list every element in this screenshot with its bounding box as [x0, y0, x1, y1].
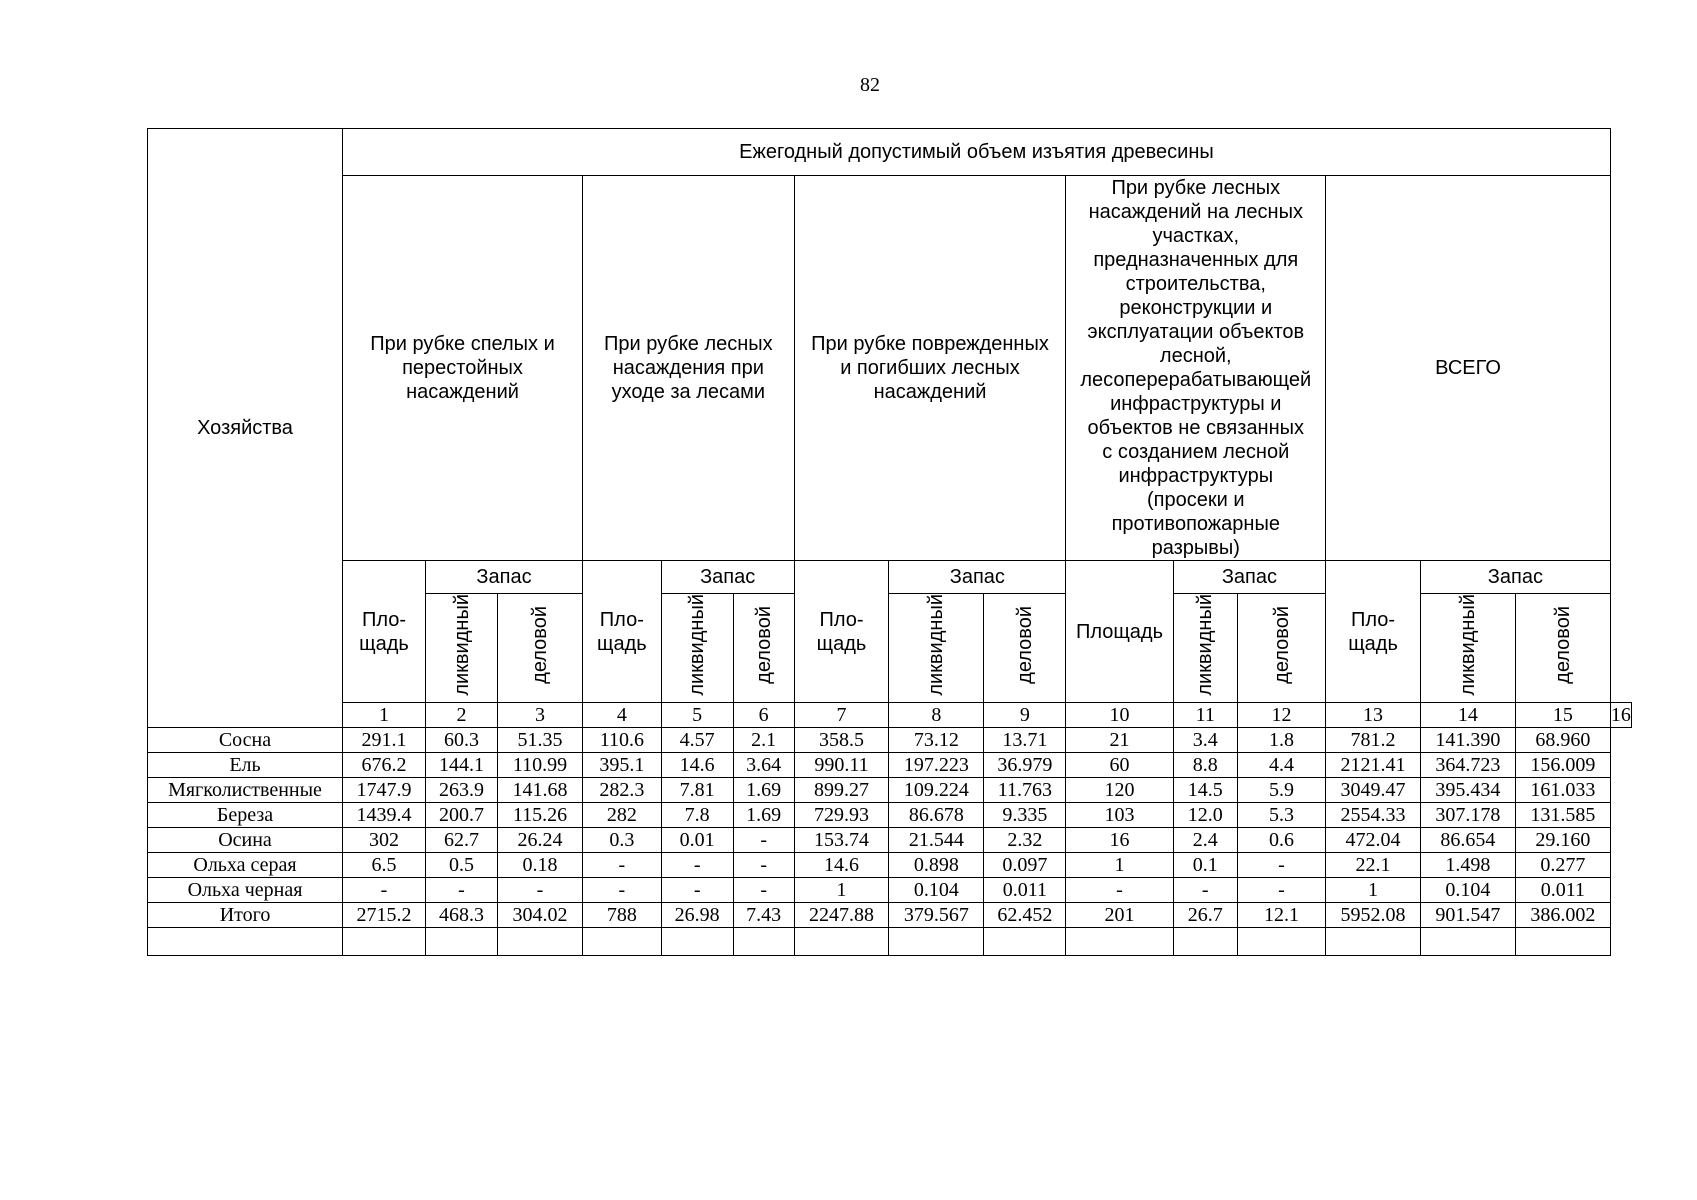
data-cell: 3 — [498, 703, 583, 728]
data-cell — [343, 928, 426, 956]
data-cell: 26.98 — [661, 903, 733, 928]
data-cell — [426, 928, 498, 956]
data-cell: 386.002 — [1515, 903, 1610, 928]
data-cell: 103 — [1066, 803, 1173, 828]
header-zapas-5: Запас — [1420, 561, 1610, 594]
data-cell: - — [661, 878, 733, 903]
data-cell: 395.434 — [1420, 778, 1515, 803]
data-cell: 676.2 — [343, 753, 426, 778]
data-cell: 0.6 — [1237, 828, 1325, 853]
data-cell: 1.498 — [1420, 853, 1515, 878]
data-cell: 0.5 — [426, 853, 498, 878]
data-cell: 9 — [984, 703, 1066, 728]
header-group-construction: При рубке лесных насаждений на лесных участках, предназначенных для строительства, реконструкции и эксплуатации объектов лесной, лесоперерабатывающей инфраструктуры и объектов не связанных с созданием лесной инфраструктуры (просеки и противопожарные разрывы) — [1066, 176, 1326, 561]
data-cell: 2.1 — [733, 728, 794, 753]
data-cell — [1515, 928, 1610, 956]
data-cell: 2 — [426, 703, 498, 728]
data-cell: 26.7 — [1173, 903, 1237, 928]
data-cell: 2.4 — [1173, 828, 1237, 853]
data-cell: 62.452 — [984, 903, 1066, 928]
data-cell: 291.1 — [343, 728, 426, 753]
data-cell: 0.104 — [889, 878, 984, 903]
data-cell: 26.24 — [498, 828, 583, 853]
data-cell: 1.69 — [733, 803, 794, 828]
data-cell: 15 — [1515, 703, 1610, 728]
header-liquid-2: ликвидный — [661, 594, 733, 703]
total-row — [148, 903, 1632, 928]
header-liquid-4: ликвидный — [1173, 594, 1237, 703]
data-cell: 7.43 — [733, 903, 794, 928]
data-cell: 379.567 — [889, 903, 984, 928]
header-area-4: Площадь — [1066, 561, 1173, 703]
data-cell: 29.160 — [1515, 828, 1610, 853]
data-cell: 7.8 — [661, 803, 733, 828]
data-cell: 1747.9 — [343, 778, 426, 803]
data-cell: 110.99 — [498, 753, 583, 778]
timber-harvest-table — [147, 128, 1632, 956]
data-cell: 22.1 — [1326, 853, 1421, 878]
data-cell: 141.390 — [1420, 728, 1515, 753]
empty-row — [148, 928, 1632, 956]
data-cell: 0.3 — [583, 828, 662, 853]
data-cell: 3.64 — [733, 753, 794, 778]
row-label-cell: Осина — [148, 828, 343, 853]
data-cell: 62.7 — [426, 828, 498, 853]
data-cell: 0.104 — [1420, 878, 1515, 903]
data-cell: - — [1237, 878, 1325, 903]
data-cell: 0.18 — [498, 853, 583, 878]
data-cell: 7 — [794, 703, 889, 728]
data-cell: 161.033 — [1515, 778, 1610, 803]
header-title: Ежегодный допустимый объем изъятия древесины — [343, 129, 1611, 176]
data-cell: 9.335 — [984, 803, 1066, 828]
data-cell: - — [1173, 878, 1237, 903]
data-cell — [498, 928, 583, 956]
data-cell: 6.5 — [343, 853, 426, 878]
row-label-cell: 1 — [343, 703, 426, 728]
data-cell: 4.57 — [661, 728, 733, 753]
data-cell: 131.585 — [1515, 803, 1610, 828]
data-cell: 901.547 — [1420, 903, 1515, 928]
data-cell — [583, 928, 662, 956]
data-cell: 0.1 — [1173, 853, 1237, 878]
table-row — [148, 828, 1632, 853]
row-label-cell: Итого — [148, 903, 343, 928]
row-label-cell: Ольха черная — [148, 878, 343, 903]
data-cell: - — [426, 878, 498, 903]
data-cell — [1066, 928, 1173, 956]
data-cell: 472.04 — [1326, 828, 1421, 853]
data-cell: 0.011 — [1515, 878, 1610, 903]
data-cell: - — [343, 878, 426, 903]
data-cell: 11.763 — [984, 778, 1066, 803]
data-cell: 307.178 — [1420, 803, 1515, 828]
page-number: 82 — [860, 74, 880, 96]
data-cell: 8 — [889, 703, 984, 728]
data-cell: 3049.47 — [1326, 778, 1421, 803]
data-cell: 120 — [1066, 778, 1173, 803]
table-row — [148, 803, 1632, 828]
data-cell — [1326, 928, 1421, 956]
data-cell: 1439.4 — [343, 803, 426, 828]
data-cell: 0.097 — [984, 853, 1066, 878]
data-cell: 781.2 — [1326, 728, 1421, 753]
data-cell: 73.12 — [889, 728, 984, 753]
data-cell: 13.71 — [984, 728, 1066, 753]
data-cell: 1 — [794, 878, 889, 903]
header-zapas-3: Запас — [889, 561, 1066, 594]
data-cell: 10 — [1066, 703, 1173, 728]
data-cell: 12.1 — [1237, 903, 1325, 928]
header-business-3: деловой — [984, 594, 1066, 703]
data-cell: 21.544 — [889, 828, 984, 853]
data-cell — [661, 928, 733, 956]
data-cell — [1237, 928, 1325, 956]
data-cell: 1.8 — [1237, 728, 1325, 753]
data-cell: 197.223 — [889, 753, 984, 778]
data-cell: 2715.2 — [343, 903, 426, 928]
data-cell: 788 — [583, 903, 662, 928]
row-label-cell: Ольха серая — [148, 853, 343, 878]
data-cell: 0.898 — [889, 853, 984, 878]
header-group-total: ВСЕГО — [1326, 176, 1611, 561]
data-cell: 1.69 — [733, 778, 794, 803]
data-cell — [794, 928, 889, 956]
data-cell: 729.93 — [794, 803, 889, 828]
row-label-cell — [148, 928, 343, 956]
data-cell: 109.224 — [889, 778, 984, 803]
data-cell: 0.011 — [984, 878, 1066, 903]
data-cell: 2247.88 — [794, 903, 889, 928]
header-area-2: Пло-щадь — [583, 561, 662, 703]
data-cell: 11 — [1173, 703, 1237, 728]
table-row — [148, 853, 1632, 878]
data-cell: 2121.41 — [1326, 753, 1421, 778]
data-cell: 6 — [733, 703, 794, 728]
data-cell: 304.02 — [498, 903, 583, 928]
table-row — [148, 728, 1632, 753]
header-zapas-4: Запас — [1173, 561, 1326, 594]
data-cell: 14 — [1420, 703, 1515, 728]
row-label-cell: Ель — [148, 753, 343, 778]
data-cell: 990.11 — [794, 753, 889, 778]
data-cell: - — [498, 878, 583, 903]
header-liquid-3: ликвидный — [889, 594, 984, 703]
header-group-mature: При рубке спелых и перестойных насаждений — [343, 176, 583, 561]
row-label-cell: Береза — [148, 803, 343, 828]
data-cell: 51.35 — [498, 728, 583, 753]
data-cell — [889, 928, 984, 956]
header-group-thinning: При рубке лесных насаждения при уходе за лесами — [583, 176, 795, 561]
data-cell: - — [733, 878, 794, 903]
data-cell: 282.3 — [583, 778, 662, 803]
data-cell: 21 — [1066, 728, 1173, 753]
table-row — [148, 753, 1632, 778]
data-cell: 302 — [343, 828, 426, 853]
data-cell: 899.27 — [794, 778, 889, 803]
table-row — [148, 878, 1632, 903]
data-cell — [733, 928, 794, 956]
data-cell: 358.5 — [794, 728, 889, 753]
data-cell: 36.979 — [984, 753, 1066, 778]
data-cell: 395.1 — [583, 753, 662, 778]
data-cell: 86.678 — [889, 803, 984, 828]
data-cell: 364.723 — [1420, 753, 1515, 778]
data-cell: 5 — [661, 703, 733, 728]
data-cell: 8.8 — [1173, 753, 1237, 778]
column-number-row — [148, 703, 1632, 728]
data-cell: 282 — [583, 803, 662, 828]
header-business-2: деловой — [733, 594, 794, 703]
data-cell: 2554.33 — [1326, 803, 1421, 828]
data-cell: 5.9 — [1237, 778, 1325, 803]
data-cell: 12 — [1237, 703, 1325, 728]
data-cell: 110.6 — [583, 728, 662, 753]
data-cell: 16 — [1610, 704, 1631, 726]
header-group-damaged: При рубке поврежденных и погибших лесных насаждений — [794, 176, 1066, 561]
data-cell: 263.9 — [426, 778, 498, 803]
data-cell: - — [661, 853, 733, 878]
data-cell: 60 — [1066, 753, 1173, 778]
data-cell: 0.277 — [1515, 853, 1610, 878]
data-cell: 86.654 — [1420, 828, 1515, 853]
data-cell: 4 — [583, 703, 662, 728]
data-cell: 14.6 — [794, 853, 889, 878]
data-cell: 115.26 — [498, 803, 583, 828]
data-cell: 156.009 — [1515, 753, 1610, 778]
data-cell: - — [583, 878, 662, 903]
data-cell: - — [583, 853, 662, 878]
data-cell: 3.4 — [1173, 728, 1237, 753]
header-liquid-1: ликвидный — [426, 594, 498, 703]
header-business-4: деловой — [1237, 594, 1325, 703]
data-cell: 14.6 — [661, 753, 733, 778]
data-cell: 14.5 — [1173, 778, 1237, 803]
data-cell: 468.3 — [426, 903, 498, 928]
header-business-5: деловой — [1515, 594, 1610, 703]
row-label-cell: Сосна — [148, 728, 343, 753]
data-cell — [1420, 928, 1515, 956]
header-farm: Хозяйства — [148, 129, 343, 728]
data-cell: - — [733, 828, 794, 853]
header-liquid-5: ликвидный — [1420, 594, 1515, 703]
data-cell: 12.0 — [1173, 803, 1237, 828]
data-cell: - — [733, 853, 794, 878]
row-label-cell: Мягколиственные — [148, 778, 343, 803]
data-cell: 1 — [1326, 878, 1421, 903]
data-cell: 60.3 — [426, 728, 498, 753]
data-cell: 13 — [1326, 703, 1421, 728]
data-cell: - — [1066, 878, 1173, 903]
data-cell: 5.3 — [1237, 803, 1325, 828]
data-cell: 4.4 — [1237, 753, 1325, 778]
data-cell — [1173, 928, 1237, 956]
data-cell — [984, 928, 1066, 956]
data-cell: 153.74 — [794, 828, 889, 853]
data-cell: 200.7 — [426, 803, 498, 828]
header-area-3: Пло-щадь — [794, 561, 889, 703]
data-cell: 16 — [1066, 828, 1173, 853]
data-cell: 2.32 — [984, 828, 1066, 853]
header-zapas-1: Запас — [426, 561, 583, 594]
header-area-5: Пло-щадь — [1326, 561, 1421, 703]
table-row — [148, 778, 1632, 803]
data-cell: 68.960 — [1515, 728, 1610, 753]
data-cell: 7.81 — [661, 778, 733, 803]
header-business-1: деловой — [498, 594, 583, 703]
data-cell: 141.68 — [498, 778, 583, 803]
data-cell: 0.01 — [661, 828, 733, 853]
header-area-1: Пло-щадь — [343, 561, 426, 703]
data-cell: - — [1237, 853, 1325, 878]
data-cell: 1 — [1066, 853, 1173, 878]
data-cell: 144.1 — [426, 753, 498, 778]
header-zapas-2: Запас — [661, 561, 794, 594]
data-cell: 5952.08 — [1326, 903, 1421, 928]
data-cell: 201 — [1066, 903, 1173, 928]
